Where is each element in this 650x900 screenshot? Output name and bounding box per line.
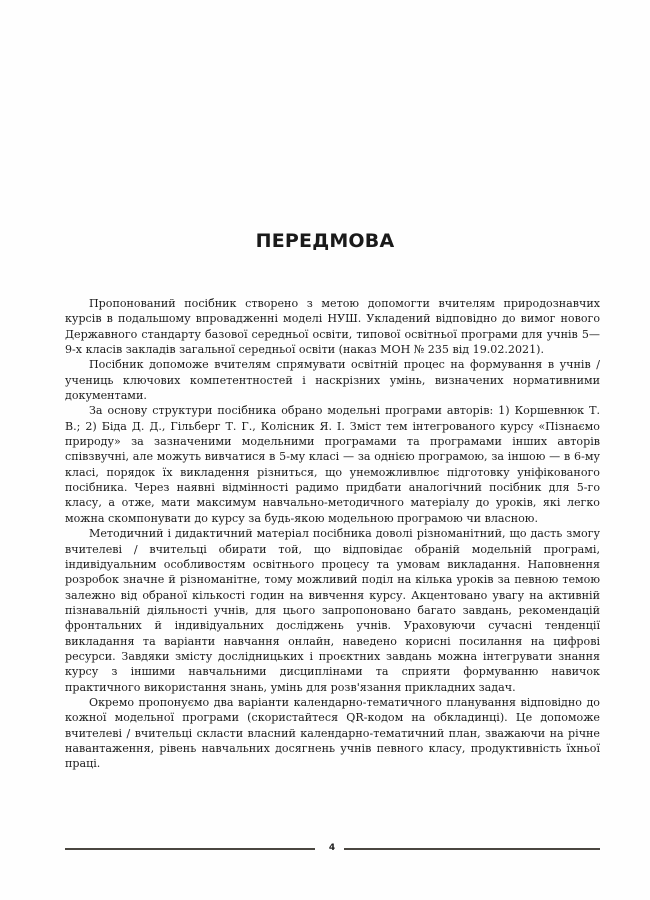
page-footer bbox=[65, 840, 600, 856]
page-title: ПЕРЕДМОВА bbox=[255, 230, 395, 252]
page-number: 4 bbox=[328, 843, 336, 853]
footer-rule-right bbox=[344, 848, 600, 850]
paragraph-3: За основу структури посібника обрано модельні програми авторів: 1) Коршевнюк Т. В.; 2) Біда Д. Д., Гільберг Т. Г., Колісник Я. І. Зміст тем інтегрованого курсу «Пізнаємо природу» за зазначеними модельними програмами та програмами інших авторів співзвучні, але можуть вивчатися в 5-му класі — за однією програмою, за іншою — в 6-му класі, порядок їх викладення різниться, що унеможливлює підготовку уніфікованого посібника. Через наявні відмінності радимо придбати аналогічний посібник для 5-го класу, а отже, мати максимум навчально-методичного матеріалу до уроків, які легко можна скомпонувати до курсу за будь-якою модельною програмою чи власною. bbox=[65, 404, 600, 525]
paragraph-2: Посібник допоможе вчителям спрямувати освітній процес на формування в учнів / учениць ключових компетентностей і наскрізних умінь, визначених нормативними документами. bbox=[65, 358, 600, 403]
paragraph-4: Методичний і дидактичний матеріал посібника доволі різноманітний, що дасть змогу вчителеві / вчительці обирати той, що відповідає обраній модельній програмі, індивідуальним особливостям освітнього процесу та умовам викладання. Наповнення розробок значне й різноманітне, тому можливий поділ на кілька уроків за певною темою залежно від обраної кількості годин на вивчення курсу. Акцентовано увагу на активній пізнавальній діяльності учнів, для цього запропоновано багато завдань, рекомендацій фронтальних й індивідуальних досліджень учнів. Ураховуючи сучасні тенденції викладання та варіанти навчання онлайн, наведено корисні посилання на цифрові ресурси. Завдяки змісту дослідницьких і проєктних завдань можна інтегрувати знання курсу з іншими навчальними дисциплінами та сприяти формуванню навичок практичного використання знань, умінь для розв'язання прикладних задач. bbox=[65, 527, 600, 694]
paragraph-5: Окремо пропонуємо два варіанти календарно-тематичного планування відповідно до кожної модельної програми (скористайтеся QR-кодом на обкладинці). Це допоможе вчителеві / вчительці скласти власний календарно-тематичний план, зважаючи на річне навантаження, рівень навчальних досягнень учнів певного класу, продуктивність їхньої праці. bbox=[65, 695, 600, 771]
footer-rule-left bbox=[65, 848, 315, 850]
preface-body bbox=[65, 296, 600, 772]
paragraph-1: Пропонований посібник створено з метою допомогти вчителям природознавчих курсів в подальшому впровадженні моделі НУШ. Укладений відповідно до вимог нового Державного стандарту базової середньої освіти, типової освітньої програми для учнів 5—9-х класів закладів загальної середньої освіти (наказ МОН № 235 від 19.02.2021). bbox=[65, 297, 600, 357]
